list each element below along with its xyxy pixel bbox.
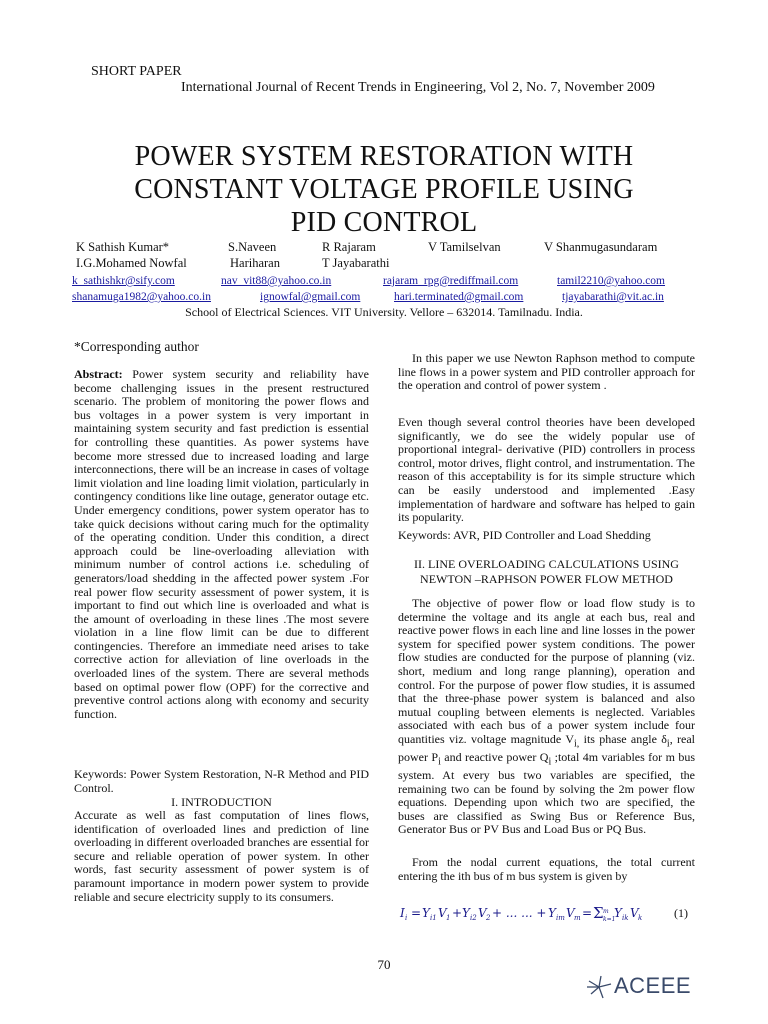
title-line: POWER SYSTEM RESTORATION WITH bbox=[134, 141, 634, 172]
email-link[interactable]: tamil2210@yahoo.com bbox=[557, 275, 666, 287]
svg-text:Y: Y bbox=[462, 906, 470, 920]
svg-text:V: V bbox=[630, 906, 639, 920]
svg-text:k: k bbox=[638, 914, 643, 922]
paper-title bbox=[40, 140, 728, 239]
abstract-label: Abstract: bbox=[74, 367, 123, 381]
affiliation: School of Electrical Sciences. VIT University. Vellore – 632014. Tamilnadu. India. bbox=[185, 305, 583, 319]
text-run: and reactive power Q bbox=[440, 749, 549, 764]
journal-citation: International Journal of Recent Trends in Engineering, Vol 2, No. 7, November 2009 bbox=[181, 80, 655, 95]
author-name: V Shanmugasundaram bbox=[544, 240, 658, 254]
svg-text:+ ... ... +: + ... ... + bbox=[492, 906, 547, 920]
subscript: i, bbox=[574, 738, 580, 750]
equation-number: (1) bbox=[674, 906, 688, 920]
keywords-left: Keywords: Power System Restoration, N-R Method and PID Control. bbox=[74, 767, 369, 795]
subscript: i bbox=[548, 756, 552, 768]
svg-text:2: 2 bbox=[486, 914, 491, 922]
introduction-paragraph: Accurate as well as fast computation of lines flows, identification of overloaded lines and prediction of line overloading in different overloaded branches are essential for secure and reliable operation of power system. In other words, fast security assessment of power system is of paramount importance in modern power system to provide reliable and secure electricity supply to its consumers. bbox=[74, 808, 369, 904]
svg-text:=: = bbox=[582, 906, 593, 920]
section-heading-line-overloading bbox=[398, 557, 695, 587]
svg-text:I: I bbox=[400, 906, 405, 920]
svg-text:i1: i1 bbox=[430, 914, 437, 922]
author-emails bbox=[72, 273, 712, 305]
email-link[interactable]: tjayabarathi@vit.ac.in bbox=[562, 291, 664, 303]
text-run: its phase angle δ bbox=[579, 731, 667, 746]
body-paragraph: From the nodal current equations, the total current entering the ith bus of m bus system is given by bbox=[398, 855, 695, 883]
corresponding-author-note: *Corresponding author bbox=[74, 339, 199, 354]
author-name: Hariharan bbox=[230, 256, 280, 270]
keywords-right: Keywords: AVR, PID Controller and Load Shedding bbox=[398, 528, 651, 542]
section-heading-line: NEWTON –RAPHSON POWER FLOW METHOD bbox=[420, 572, 673, 586]
svg-text:Y: Y bbox=[422, 906, 430, 920]
section-heading-introduction: I. INTRODUCTION bbox=[171, 795, 272, 809]
abstract-text: Power system security and reliability have become challenging issues in the present restructured scenario. The problem of monitoring the power flows and bus voltages in a power system is very important in maintaining system security and fast prediction is essential for controlling these quantities. As power systems have become more stressed due to increased loading and large interconnections, there will be an increase in cases of voltage limit violation and line loading limit violation, particularly in contingency conditions like line outage, generator outage etc. Under emergency conditions, power system operator has to take quick decisions without caring much for the optimality of the operating condition. Under this condition, a direct approach could be line-overloading alleviation with minimum number of control actions i.e. scheduling of generators/load shedding in the affected power system .For real power flow security assessment of power system, it is important to find out which line is overloaded and what is the amount of overloading in these lines .The most severe violation in a line flow limit can be due to different contingencies. Therefore an immediate need arises to take corrective action for alleviation of line overloads in the overloaded lines of the system. There are several methods based on optimal power flow (OPF) for the corrective and preventive control actions along with economy and security function. bbox=[74, 367, 369, 721]
email-link[interactable]: ignowfal@gmail.com bbox=[260, 291, 361, 303]
svg-text:Y: Y bbox=[548, 906, 556, 920]
author-name: V Tamilselvan bbox=[428, 240, 501, 254]
svg-text:m: m bbox=[603, 908, 609, 915]
text-run: , real power P bbox=[398, 731, 695, 764]
author-name: I.G.Mohamed Nowfal bbox=[76, 256, 187, 270]
text-run: The objective of power flow or load flow study is to determine the voltage and its angle at each bus, real and reactive power flows in each line and line losses in the power system for specified power system conditions. The power flow studies are conducted for the purpose of planning (viz. short, medium and long range planning), operation and control. For the purpose of power flow studies, it is assumed that the three-phase power system is balanced and also mutual coupling between elements is neglected. Variables associated with each bus of a power system include four quantities viz. voltage magnitude V bbox=[398, 596, 695, 746]
body-paragraph: In this paper we use Newton Raphson method to compute line flows in a power system and PID controller approach for the operation and control of power system . bbox=[398, 351, 695, 393]
email-link[interactable]: shanamuga1982@yahoo.co.in bbox=[72, 291, 211, 303]
email-link[interactable]: rajaram_rpg@rediffmail.com bbox=[383, 275, 519, 287]
section-heading-line: II. LINE OVERLOADING CALCULATIONS USING bbox=[414, 557, 679, 571]
svg-text:+: + bbox=[452, 906, 463, 920]
svg-text:k=1: k=1 bbox=[603, 916, 616, 923]
subscript: i bbox=[438, 756, 441, 768]
nodal-current-equation-image bbox=[398, 903, 695, 923]
title-line: CONSTANT VOLTAGE PROFILE USING bbox=[134, 174, 634, 205]
title-line: PID CONTROL bbox=[290, 207, 478, 238]
email-link[interactable]: k_sathishkr@sify.com bbox=[72, 275, 175, 287]
subscript: i bbox=[666, 738, 670, 750]
aceee-logo-text: ACEEE bbox=[614, 973, 692, 998]
svg-text:ik: ik bbox=[622, 914, 629, 922]
svg-text:V: V bbox=[438, 906, 447, 920]
abstract-paragraph bbox=[74, 368, 369, 721]
author-name: K Sathish Kumar* bbox=[76, 240, 170, 254]
svg-text:V: V bbox=[478, 906, 487, 920]
email-link[interactable]: nav_vit88@yahoo.co.in bbox=[221, 275, 332, 287]
svg-text:i2: i2 bbox=[470, 914, 477, 922]
svg-text:Y: Y bbox=[614, 906, 622, 920]
page-number: 70 bbox=[377, 957, 391, 972]
text-run: ;total 4m variables for m bus system. At every bus two variables are specified, the remaining two can be found by solving the 2m power flow equations. Depending upon which two are specified, the buses are classified as Swing Bus or Reference Bus, Generator Bus or PV Bus and Load Bus or PQ Bus. bbox=[398, 749, 695, 837]
power-flow-paragraph bbox=[398, 597, 695, 837]
body-paragraph: Even though several control theories have been developed significantly, we do see the widely popular use of proportional integral- derivative (PID) controllers in process control, motor drives, flight control, and instrumentation. The reason of this acceptability is for its simple structure which can be easily understood and implemented .Easy implementation of hardware and software has helped to gain its popularity. bbox=[398, 415, 695, 525]
svg-text:i: i bbox=[405, 914, 408, 922]
svg-text:Σ: Σ bbox=[593, 904, 604, 922]
author-name: T Jayabarathi bbox=[322, 256, 390, 270]
svg-text:=: = bbox=[411, 906, 422, 920]
svg-text:im: im bbox=[556, 914, 565, 922]
svg-text:m: m bbox=[574, 914, 581, 922]
svg-text:1: 1 bbox=[446, 914, 451, 922]
author-name: R Rajaram bbox=[322, 240, 376, 254]
email-link[interactable]: hari.terminated@gmail.com bbox=[394, 291, 524, 303]
svg-text:V: V bbox=[566, 906, 575, 920]
author-name: S.Naveen bbox=[228, 240, 277, 254]
paper-type-label: SHORT PAPER bbox=[91, 64, 182, 79]
